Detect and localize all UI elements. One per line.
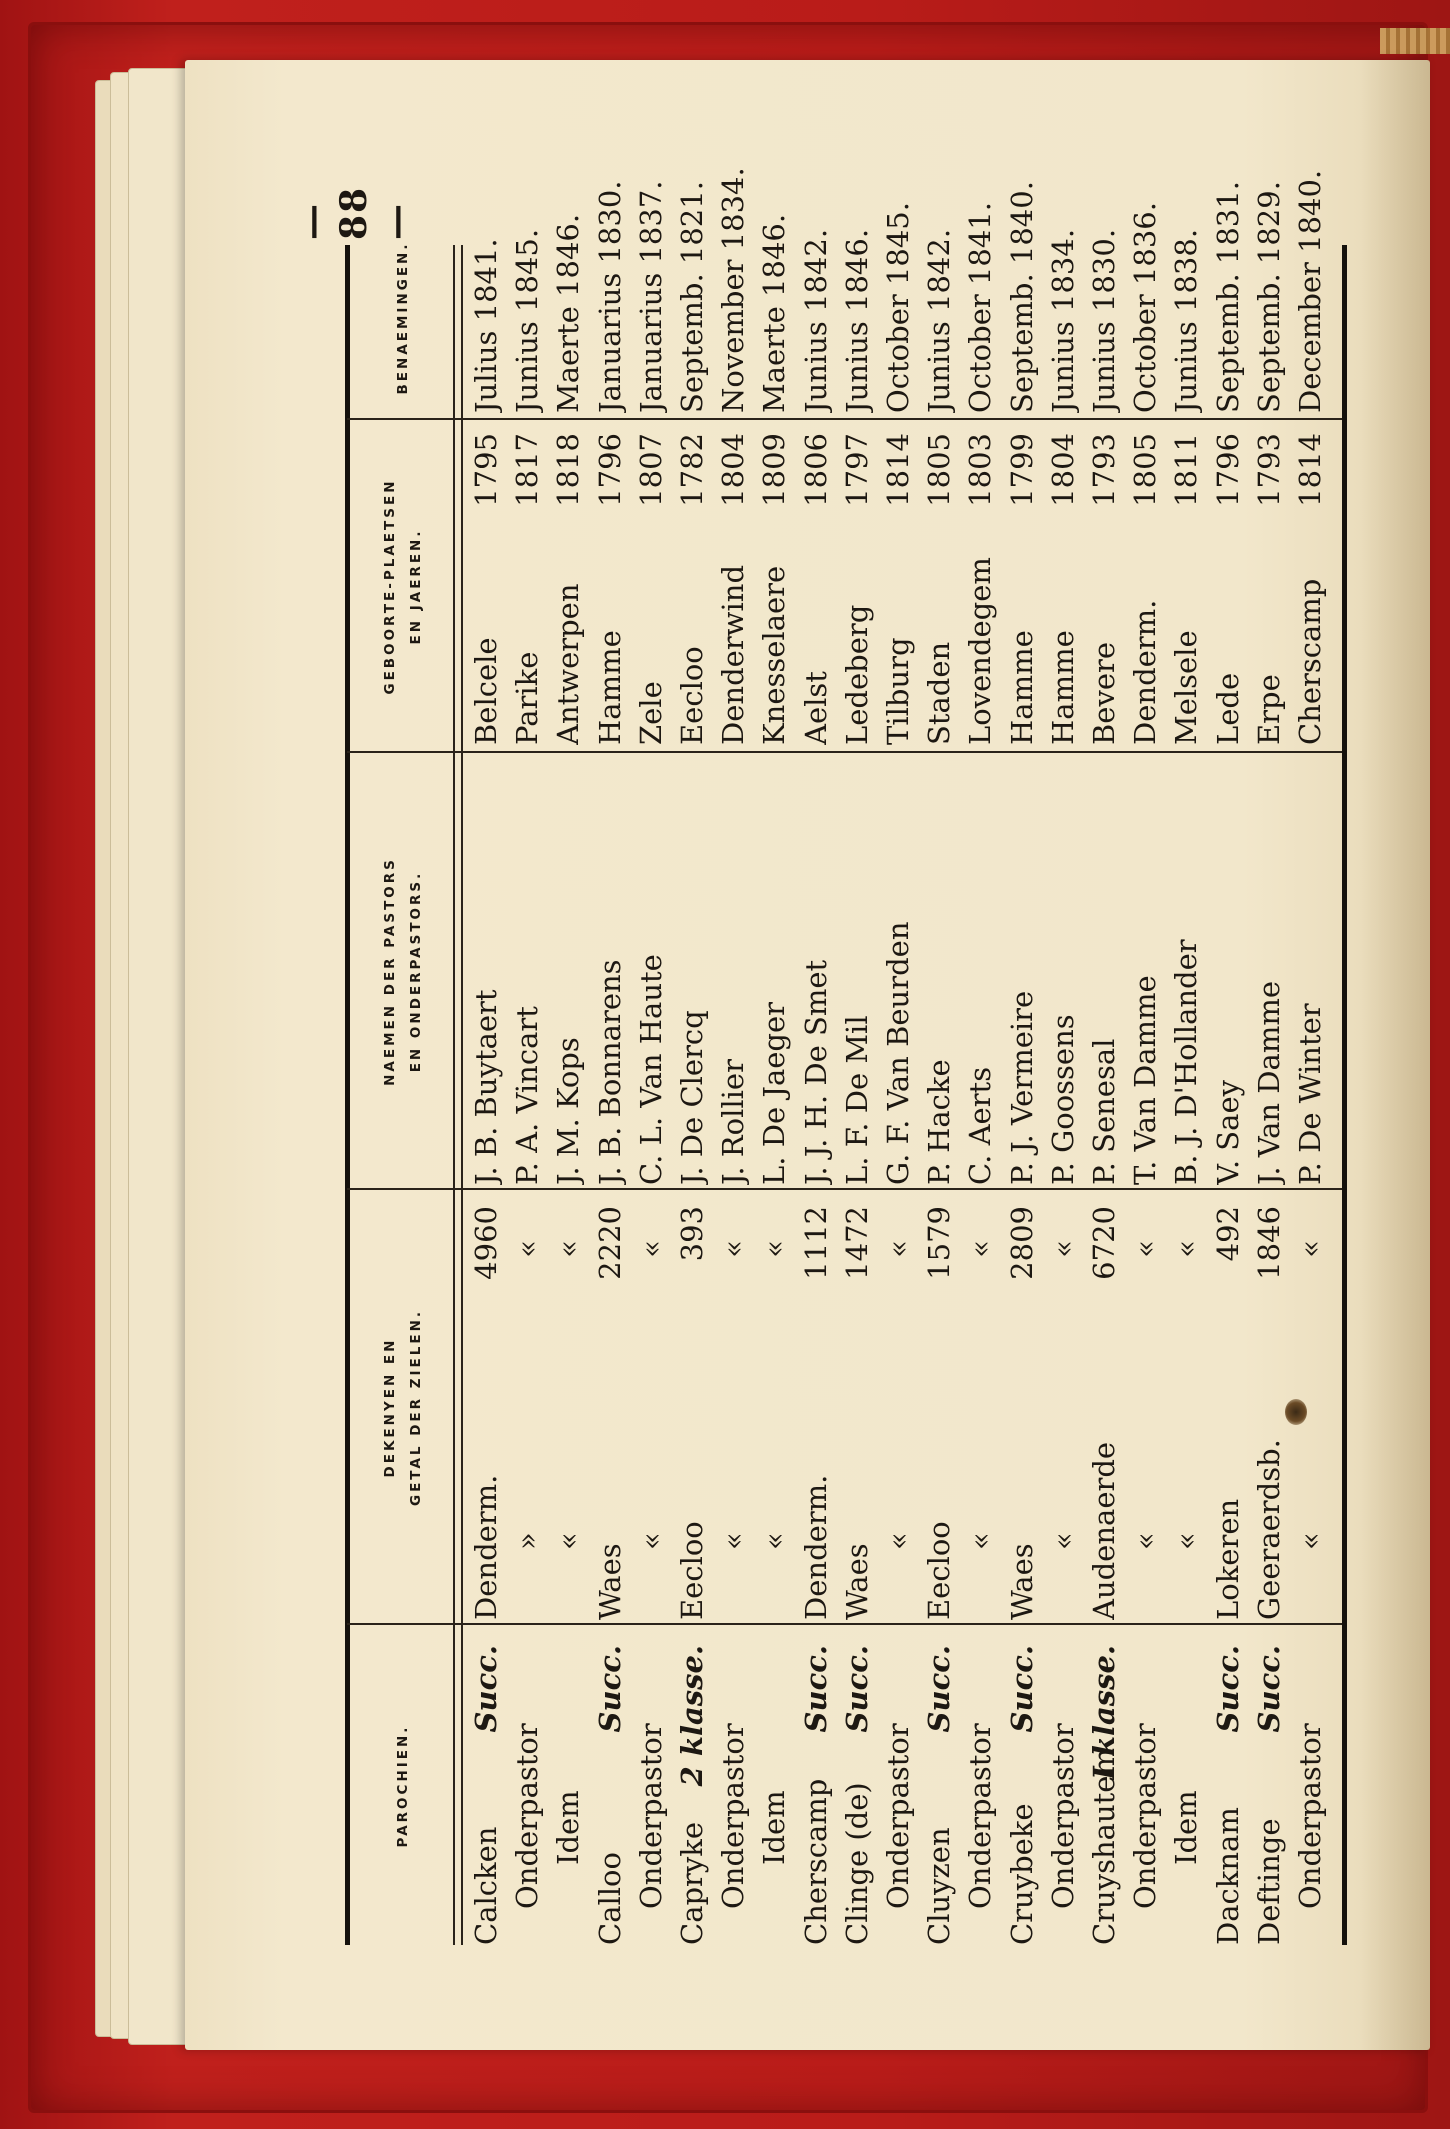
header-geboorte-line1: GEBOORTE-PLAETSEN bbox=[382, 478, 398, 695]
parochie-name: Cherscamp bbox=[798, 1778, 833, 1945]
zielen-count: « bbox=[510, 1240, 545, 1258]
dekenye-cell bbox=[1085, 1200, 1123, 1620]
table-row bbox=[1126, 140, 1164, 1985]
benaeming-cell: Julius 1841. bbox=[469, 238, 503, 413]
dekenye-name: « bbox=[1169, 1532, 1204, 1550]
geboorte-jaer: 1807 bbox=[633, 433, 668, 507]
dekenye-name: Eecloo bbox=[675, 1521, 709, 1620]
benaeming-cell: November 1834. bbox=[716, 167, 751, 413]
table-row bbox=[591, 140, 629, 1985]
parochie-name: Onderpastor bbox=[716, 1723, 751, 1909]
benaeming-cell: Junius 1842. bbox=[922, 228, 957, 413]
parochie-name: Onderpastor bbox=[633, 1723, 668, 1909]
dekenye-cell bbox=[879, 1200, 917, 1620]
parochie-cell bbox=[838, 1645, 876, 1945]
geboorte-plaets: Ledeberg bbox=[839, 604, 874, 745]
geboorte-jaer: 1805 bbox=[1128, 433, 1163, 507]
geboorte-plaets: Aelst bbox=[798, 671, 833, 745]
dekenye-cell bbox=[508, 1200, 546, 1620]
ink-stain bbox=[1285, 1399, 1307, 1425]
zielen-count: « bbox=[551, 1240, 586, 1258]
parochie-cell bbox=[1044, 1645, 1082, 1945]
parochie-name: Idem bbox=[757, 1790, 792, 1865]
geboorte-jaer: 1803 bbox=[963, 433, 998, 507]
geboorte-cell bbox=[591, 425, 629, 745]
zielen-count: 1846 bbox=[1251, 1206, 1286, 1280]
dekenye-cell bbox=[1044, 1200, 1082, 1620]
table-row bbox=[1044, 140, 1082, 1985]
table-bottom-rule bbox=[1342, 245, 1347, 1945]
parochie-name: Cruybeke bbox=[1004, 1803, 1039, 1945]
parochie-name: Cruyshautem bbox=[1087, 1748, 1121, 1945]
dekenye-name: Eecloo bbox=[922, 1521, 957, 1620]
dekenye-name: « bbox=[633, 1532, 668, 1550]
geboorte-plaets: Belcele bbox=[469, 637, 503, 745]
parochie-cell bbox=[549, 1645, 587, 1945]
geboorte-cell bbox=[961, 425, 999, 745]
dekenye-cell bbox=[632, 1200, 670, 1620]
geboorte-jaer: 1799 bbox=[1004, 433, 1039, 507]
geboorte-cell bbox=[632, 425, 670, 745]
header-dekenyen-line1: DEKENYEN EN bbox=[382, 1337, 398, 1478]
dekenye-cell bbox=[838, 1200, 876, 1620]
header-parochien-label: PAROCHIEN. bbox=[395, 1724, 411, 1848]
geboorte-jaer: 1804 bbox=[1045, 433, 1080, 507]
benaeming-cell: Januarius 1830. bbox=[592, 180, 627, 413]
zielen-count: « bbox=[1045, 1240, 1080, 1258]
table-row bbox=[961, 140, 999, 1985]
benaeming-cell: Junius 1834. bbox=[1045, 228, 1080, 413]
parochie-name: Onderpastor bbox=[963, 1723, 998, 1909]
geboorte-jaer: 1814 bbox=[881, 433, 915, 507]
header-naemen-line1: NAEMEN DER PASTORS bbox=[382, 857, 398, 1086]
dekenye-cell bbox=[1209, 1200, 1247, 1620]
geboorte-cell bbox=[1126, 425, 1164, 745]
table-row bbox=[467, 140, 505, 1985]
geboorte-plaets: Parike bbox=[510, 651, 545, 745]
parochie-note: Succ. bbox=[1210, 1645, 1245, 1733]
zielen-count: 4960 bbox=[469, 1206, 503, 1280]
table-row bbox=[879, 140, 917, 1985]
parochie-cell bbox=[1003, 1645, 1041, 1945]
naem-cell: J. Rollier bbox=[716, 1059, 751, 1185]
geboorte-cell bbox=[838, 425, 876, 745]
parochie-name: Capryke bbox=[675, 1821, 709, 1945]
geboorte-plaets: Antwerpen bbox=[551, 583, 586, 745]
zielen-count: « bbox=[1128, 1240, 1163, 1258]
parochie-note: 2 klasse. bbox=[675, 1645, 709, 1787]
geboorte-cell bbox=[1250, 425, 1288, 745]
parochie-note: Succ. bbox=[839, 1645, 874, 1733]
geboorte-cell bbox=[1209, 425, 1247, 745]
table-row bbox=[1209, 140, 1247, 1985]
parochie-name: Onderpastor bbox=[1128, 1723, 1163, 1909]
benaeming-cell: Maerte 1846. bbox=[551, 213, 586, 413]
benaeming-cell: Junius 1846. bbox=[839, 228, 874, 413]
parochie-cell bbox=[591, 1645, 629, 1945]
geboorte-plaets: Cherscamp bbox=[1293, 578, 1327, 745]
benaeming-cell: Junius 1830. bbox=[1087, 228, 1121, 413]
geboorte-jaer: 1817 bbox=[510, 433, 545, 507]
header-dekenyen bbox=[357, 1192, 449, 1623]
parochie-cell bbox=[508, 1645, 546, 1945]
dekenye-cell bbox=[591, 1200, 629, 1620]
benaeming-cell: Januarius 1837. bbox=[633, 180, 668, 413]
parochie-cell bbox=[1250, 1645, 1288, 1945]
header-naemen-line2: EN ONDERPASTORS. bbox=[408, 870, 424, 1073]
geboorte-jaer: 1782 bbox=[675, 433, 709, 507]
dekenye-cell bbox=[755, 1200, 793, 1620]
parochie-name: Deftinge bbox=[1251, 1818, 1286, 1945]
dekenye-name: Waes bbox=[592, 1543, 627, 1620]
parochie-cell bbox=[920, 1645, 958, 1945]
dekenye-name: « bbox=[1045, 1532, 1080, 1550]
table-row bbox=[1003, 140, 1041, 1985]
geboorte-jaer: 1809 bbox=[757, 433, 792, 507]
table-row bbox=[508, 140, 546, 1985]
naem-cell: P. Senesal bbox=[1087, 1038, 1121, 1185]
geboorte-cell bbox=[755, 425, 793, 745]
geboorte-cell bbox=[797, 425, 835, 745]
dekenye-cell bbox=[961, 1200, 999, 1620]
dekenye-name: Geeraerdsb. bbox=[1251, 1439, 1286, 1620]
parochie-note: Succ. bbox=[592, 1645, 627, 1733]
dekenye-cell bbox=[1250, 1200, 1288, 1620]
geboorte-jaer: 1795 bbox=[469, 433, 503, 507]
geboorte-jaer: 1796 bbox=[592, 433, 627, 507]
parochie-note: Succ. bbox=[798, 1645, 833, 1733]
zielen-count: « bbox=[716, 1240, 751, 1258]
dekenye-name: « bbox=[757, 1532, 792, 1550]
geboorte-plaets: Tilburg bbox=[881, 637, 915, 745]
benaeming-cell: Junius 1842. bbox=[798, 228, 833, 413]
naem-cell: J. B. Bonnarens bbox=[592, 959, 627, 1185]
parochie-note: Succ. bbox=[922, 1645, 957, 1733]
geboorte-cell bbox=[508, 425, 546, 745]
geboorte-plaets: Denderm. bbox=[1128, 599, 1163, 745]
geboorte-jaer: 1818 bbox=[551, 433, 586, 507]
header-dekenyen-line2: GETAL DER ZIELEN. bbox=[408, 1308, 424, 1507]
dekenye-cell bbox=[797, 1200, 835, 1620]
naem-cell: J. De Clercq bbox=[675, 1010, 709, 1185]
parochie-name: Calloo bbox=[592, 1852, 627, 1945]
dekenye-name: « bbox=[1128, 1532, 1163, 1550]
dekenye-cell bbox=[1126, 1200, 1164, 1620]
parochie-note: I klasse. bbox=[1087, 1645, 1121, 1780]
zielen-count: « bbox=[963, 1240, 998, 1258]
naem-cell: P. A. Vincart bbox=[510, 1006, 545, 1185]
naem-cell: J. M. Kops bbox=[551, 1037, 586, 1185]
geboorte-jaer: 1804 bbox=[716, 433, 751, 507]
parochie-name: Cluyzen bbox=[922, 1827, 957, 1945]
table-row bbox=[673, 140, 711, 1985]
table-row bbox=[1167, 140, 1205, 1985]
geboorte-plaets: Zele bbox=[633, 681, 668, 745]
benaeming-cell: Septemb. 1840. bbox=[1004, 181, 1039, 413]
geboorte-cell bbox=[1003, 425, 1041, 745]
geboorte-plaets: Hamme bbox=[592, 630, 627, 745]
zielen-count: 6720 bbox=[1087, 1206, 1121, 1280]
benaeming-cell: October 1841. bbox=[963, 202, 998, 413]
benaeming-cell: December 1840. bbox=[1293, 169, 1327, 413]
benaeming-cell: Septemb. 1829. bbox=[1251, 181, 1286, 413]
parochie-cell bbox=[714, 1645, 752, 1945]
table-row bbox=[1250, 140, 1288, 1985]
zielen-count: 2220 bbox=[592, 1206, 627, 1280]
zielen-count: 2809 bbox=[1004, 1206, 1039, 1280]
dekenye-name: « bbox=[551, 1532, 586, 1550]
table-top-rule bbox=[345, 245, 350, 1945]
benaeming-cell: Junius 1845. bbox=[510, 228, 545, 413]
parochie-name: Dacknam bbox=[1210, 1807, 1245, 1945]
header-naemen bbox=[357, 755, 449, 1188]
dekenye-cell bbox=[673, 1200, 711, 1620]
dekenye-cell bbox=[467, 1200, 505, 1620]
gilt-edge bbox=[1380, 28, 1450, 54]
dekenye-cell bbox=[920, 1200, 958, 1620]
zielen-count: 1112 bbox=[798, 1206, 833, 1280]
naem-cell: J. J. H. De Smet bbox=[798, 959, 833, 1185]
geboorte-cell bbox=[1044, 425, 1082, 745]
naem-cell: C. Aerts bbox=[963, 1066, 998, 1185]
geboorte-jaer: 1797 bbox=[839, 433, 874, 507]
naem-cell: B. J. D'Hollander bbox=[1169, 939, 1204, 1185]
parochie-note: Succ. bbox=[1251, 1645, 1286, 1733]
parochie-cell bbox=[1209, 1645, 1247, 1945]
parochie-cell bbox=[755, 1645, 793, 1945]
geboorte-plaets: Melsele bbox=[1169, 630, 1204, 745]
geboorte-cell bbox=[1085, 425, 1123, 745]
parochie-cell bbox=[1085, 1645, 1123, 1945]
zielen-count: « bbox=[757, 1240, 792, 1258]
parochie-note: Succ. bbox=[1004, 1645, 1039, 1733]
table-row bbox=[549, 140, 587, 1985]
benaeming-cell: October 1836. bbox=[1128, 202, 1163, 413]
benaeming-cell: October 1845. bbox=[881, 202, 915, 413]
zielen-count: 492 bbox=[1210, 1206, 1245, 1262]
benaeming-cell: Maerte 1846. bbox=[757, 213, 792, 413]
naem-cell: L. F. De Mil bbox=[839, 1015, 874, 1185]
parochie-name: Onderpastor bbox=[1293, 1723, 1327, 1909]
geboorte-jaer: 1796 bbox=[1210, 433, 1245, 507]
geboorte-plaets: Hamme bbox=[1004, 630, 1039, 745]
geboorte-plaets: Denderwind bbox=[716, 564, 751, 745]
parochie-cell bbox=[467, 1645, 505, 1945]
geboorte-cell bbox=[1291, 425, 1329, 745]
geboorte-cell bbox=[879, 425, 917, 745]
parochie-cell bbox=[879, 1645, 917, 1945]
table-row bbox=[920, 140, 958, 1985]
parochie-cell bbox=[961, 1645, 999, 1945]
dekenye-name: « bbox=[1293, 1532, 1327, 1550]
dekenye-cell bbox=[1167, 1200, 1205, 1620]
header-benaemingen-label: BENAEMINGEN. bbox=[395, 241, 411, 395]
zielen-count: « bbox=[1169, 1240, 1204, 1258]
geboorte-jaer: 1806 bbox=[798, 433, 833, 507]
dekenye-cell bbox=[549, 1200, 587, 1620]
parochie-name: Clinge (de) bbox=[839, 1782, 874, 1945]
dekenye-cell bbox=[714, 1200, 752, 1620]
geboorte-plaets: Eecloo bbox=[675, 646, 709, 745]
geboorte-plaets: Erpe bbox=[1251, 674, 1286, 745]
geboorte-jaer: 1811 bbox=[1169, 433, 1204, 507]
table-row bbox=[714, 140, 752, 1985]
geboorte-plaets: Staden bbox=[922, 641, 957, 745]
header-rule bbox=[453, 245, 455, 1945]
naem-cell: J. B. Buytaert bbox=[469, 989, 503, 1185]
page-gutter bbox=[1360, 60, 1430, 2050]
naem-cell: J. Van Damme bbox=[1251, 981, 1286, 1185]
naem-cell: L. De Jaeger bbox=[757, 1002, 792, 1185]
geboorte-jaer: 1793 bbox=[1087, 433, 1121, 507]
dekenye-name: « bbox=[716, 1532, 751, 1550]
dekenye-name: » bbox=[510, 1532, 545, 1550]
parochie-cell bbox=[1291, 1645, 1329, 1945]
header-parochien bbox=[357, 1627, 449, 1945]
parochie-name: Idem bbox=[551, 1790, 586, 1865]
parochie-cell bbox=[797, 1645, 835, 1945]
parochie-cell bbox=[1167, 1645, 1205, 1945]
geboorte-cell bbox=[549, 425, 587, 745]
geboorte-jaer: 1793 bbox=[1251, 433, 1286, 507]
geboorte-cell bbox=[1167, 425, 1205, 745]
naem-cell: V. Saey bbox=[1210, 1079, 1245, 1185]
header-geboorte bbox=[357, 422, 449, 751]
parochie-cell bbox=[632, 1645, 670, 1945]
dekenye-name: « bbox=[881, 1532, 915, 1550]
zielen-count: « bbox=[633, 1240, 668, 1258]
parochie-name: Onderpastor bbox=[510, 1723, 545, 1909]
zielen-count: 1579 bbox=[922, 1206, 957, 1280]
naem-cell: C. L. Van Haute bbox=[633, 954, 668, 1185]
dekenye-name: Waes bbox=[839, 1543, 874, 1620]
parochie-cell bbox=[673, 1645, 711, 1945]
geboorte-cell bbox=[714, 425, 752, 745]
table-row bbox=[838, 140, 876, 1985]
geboorte-jaer: 1805 bbox=[922, 433, 957, 507]
geboorte-plaets: Lovendegem bbox=[963, 557, 998, 745]
dekenye-cell bbox=[1003, 1200, 1041, 1620]
benaeming-cell: Septemb. 1831. bbox=[1210, 181, 1245, 413]
parochie-cell bbox=[1126, 1645, 1164, 1945]
zielen-count: « bbox=[1293, 1240, 1327, 1258]
geboorte-plaets: Lede bbox=[1210, 672, 1245, 745]
geboorte-cell bbox=[467, 425, 505, 745]
table-row bbox=[1085, 140, 1123, 1985]
dekenye-name: Denderm. bbox=[469, 1474, 503, 1620]
header-geboorte-line2: EN JAEREN. bbox=[408, 528, 424, 645]
naem-cell: P. Goossens bbox=[1045, 1014, 1080, 1185]
naem-cell: T. Van Damme bbox=[1128, 975, 1163, 1185]
parochie-name: Onderpastor bbox=[881, 1723, 915, 1909]
page-number: — 88 — bbox=[291, 185, 417, 240]
table-row bbox=[632, 140, 670, 1985]
geboorte-plaets: Knesselaere bbox=[757, 565, 792, 745]
parochie-name: Idem bbox=[1169, 1790, 1204, 1865]
naem-cell: P. Hacke bbox=[922, 1059, 957, 1185]
benaeming-cell: Septemb. 1821. bbox=[675, 181, 709, 413]
dekenye-name: « bbox=[963, 1532, 998, 1550]
rotated-table bbox=[275, 140, 1365, 1985]
table-row bbox=[755, 140, 793, 1985]
table-row bbox=[797, 140, 835, 1985]
parochie-name: Onderpastor bbox=[1045, 1723, 1080, 1909]
zielen-count: 1472 bbox=[839, 1206, 874, 1280]
geboorte-plaets: Hamme bbox=[1045, 630, 1080, 745]
header-rule bbox=[461, 245, 463, 1945]
naem-cell: P. J. Vermeire bbox=[1004, 990, 1039, 1185]
geboorte-cell bbox=[920, 425, 958, 745]
zielen-count: « bbox=[881, 1240, 915, 1258]
table-row bbox=[1291, 140, 1329, 1985]
geboorte-cell bbox=[673, 425, 711, 745]
dekenye-name: Lokeren bbox=[1210, 1498, 1245, 1620]
naem-cell: P. De Winter bbox=[1293, 1003, 1327, 1185]
dekenye-name: Waes bbox=[1004, 1543, 1039, 1620]
header-benaemingen bbox=[357, 218, 449, 418]
benaeming-cell: Junius 1838. bbox=[1169, 228, 1204, 413]
geboorte-plaets: Bevere bbox=[1087, 641, 1121, 745]
parochie-note: Succ. bbox=[469, 1645, 503, 1733]
parochie-name: Calcken bbox=[469, 1826, 503, 1945]
dekenye-name: Denderm. bbox=[798, 1474, 833, 1620]
geboorte-jaer: 1814 bbox=[1293, 433, 1327, 507]
zielen-count: 393 bbox=[675, 1206, 709, 1262]
dekenye-name: Audenaerde bbox=[1087, 1441, 1121, 1620]
naem-cell: G. F. Van Beurden bbox=[881, 921, 915, 1185]
